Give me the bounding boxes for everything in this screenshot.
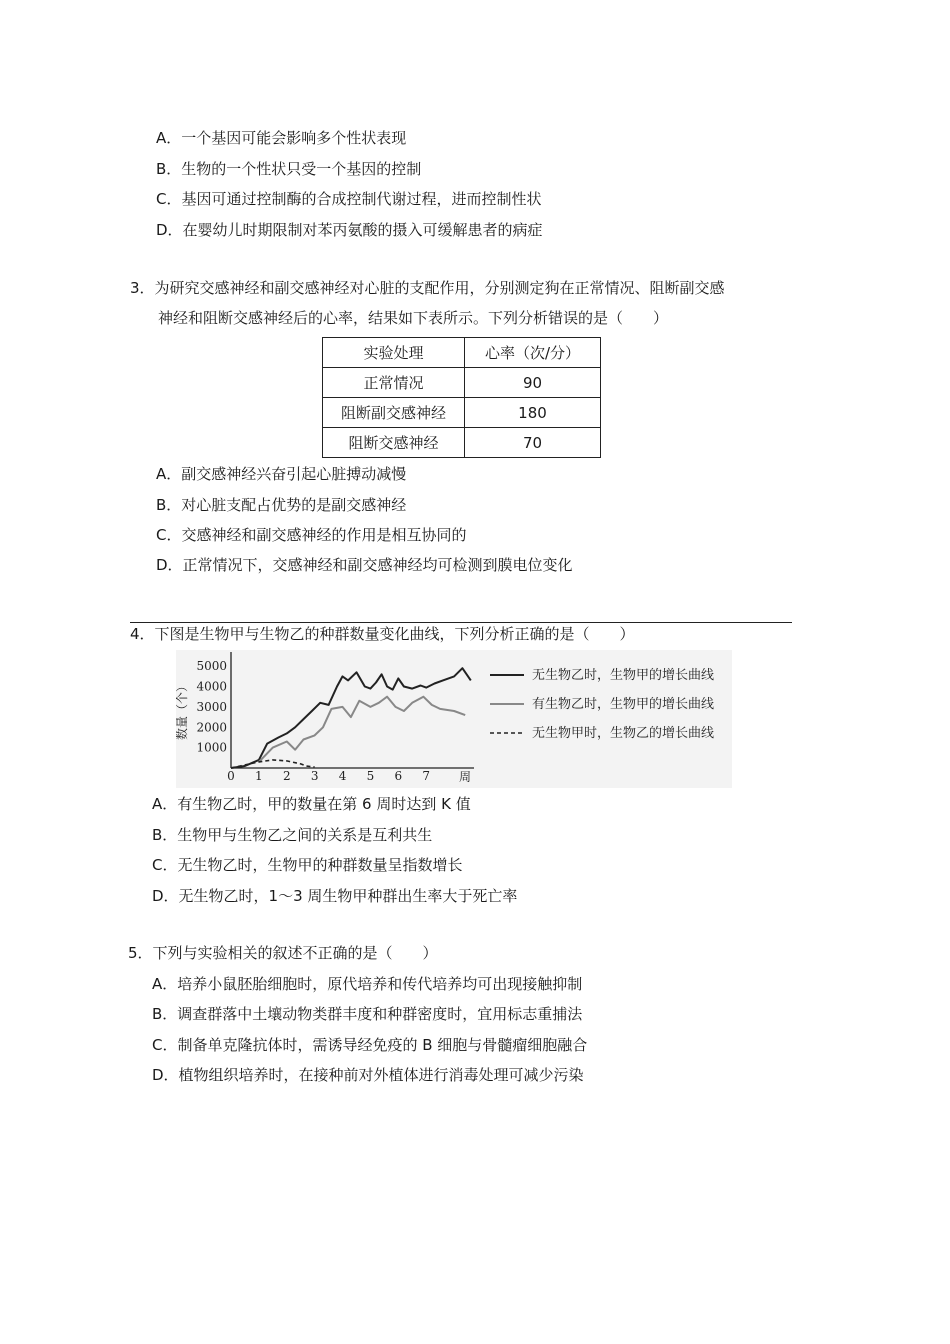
x-axis-label: 周 <box>459 770 472 784</box>
table-header-cell: 实验处理 <box>323 338 465 368</box>
table-cell: 阻断交感神经 <box>323 428 465 458</box>
q4-option-d: D．无生物乙时，1～3 周生物甲种群出生率大于死亡率 <box>152 887 518 905</box>
q3-stem-line2: 神经和阻断交感神经后的心率，结果如下表所示。下列分析错误的是（ ） <box>158 309 669 327</box>
legend-label: 无生物乙时，生物甲的增长曲线 <box>532 668 715 683</box>
q4-option-b: B．生物甲与生物乙之间的关系是互利共生 <box>152 826 433 844</box>
y-tick-label: 2000 <box>196 720 227 735</box>
table-cell: 90 <box>465 368 601 398</box>
y-tick-label: 5000 <box>196 659 227 674</box>
series-line <box>259 697 465 762</box>
table-header-cell: 心率（次/分） <box>465 338 601 368</box>
y-tick-label: 3000 <box>196 699 227 714</box>
table-cell: 70 <box>465 428 601 458</box>
x-tick-label: 1 <box>255 769 263 783</box>
q3-option-d: D．正常情况下，交感神经和副交感神经均可检测到膜电位变化 <box>156 556 573 574</box>
table-cell: 正常情况 <box>323 368 465 398</box>
q5-option-d: D．植物组织培养时，在接种前对外植体进行消毒处理可减少污染 <box>152 1066 584 1084</box>
q4-option-c: C．无生物乙时，生物甲的种群数量呈指数增长 <box>152 856 463 874</box>
q3-stem-line1: 3．为研究交感神经和副交感神经对心脏的支配作用，分别测定狗在正常情况、阻断副交感 <box>130 279 725 297</box>
q3-option-a: A．副交感神经兴奋引起心脏搏动减慢 <box>156 465 407 483</box>
q2-option-c: C．基因可通过控制酶的合成控制代谢过程，进而控制性状 <box>156 190 542 208</box>
table-cell: 阻断副交感神经 <box>323 398 465 428</box>
y-tick-label: 1000 <box>196 740 227 755</box>
x-tick-label: 0 <box>227 769 235 783</box>
x-tick-label: 5 <box>366 769 375 783</box>
legend-label: 无生物甲时，生物乙的增长曲线 <box>532 726 715 741</box>
x-tick-label: 4 <box>338 769 347 783</box>
table-row <box>323 428 601 458</box>
q4-option-a: A．有生物乙时，甲的数量在第 6 周时达到 K 值 <box>152 795 471 813</box>
q5-option-a: A．培养小鼠胚胎细胞时，原代培养和传代培养均可出现接触抑制 <box>152 975 583 993</box>
divider-line <box>130 622 792 623</box>
x-tick-label: 3 <box>310 769 319 783</box>
q3-option-c: C．交感神经和副交感神经的作用是相互协同的 <box>156 526 467 544</box>
x-tick-label: 7 <box>422 769 430 783</box>
table-row <box>323 398 601 428</box>
table-row <box>323 368 601 398</box>
q2-option-a: A．一个基因可能会影响多个性状表现 <box>156 129 407 147</box>
table-cell: 180 <box>465 398 601 428</box>
q2-option-b: B．生物的一个性状只受一个基因的控制 <box>156 160 422 178</box>
q5-option-c: C．制备单克隆抗体时，需诱导经免疫的 B 细胞与骨髓瘤细胞融合 <box>152 1036 588 1054</box>
population-chart <box>176 650 732 788</box>
q5-stem: 5．下列与实验相关的叙述不正确的是（ ） <box>128 944 438 962</box>
y-tick-label: 4000 <box>196 679 227 694</box>
q2-option-d: D．在婴幼儿时期限制对苯丙氨酸的摄入可缓解患者的病症 <box>156 221 543 239</box>
y-axis-label: 数量（个） <box>176 679 189 740</box>
q5-option-b: B．调查群落中土壤动物类群丰度和种群密度时，宜用标志重捕法 <box>152 1005 583 1023</box>
legend-label: 有生物乙时，生物甲的增长曲线 <box>532 697 715 712</box>
population-chart-svg <box>176 650 732 788</box>
table-header-row <box>323 338 601 368</box>
x-tick-label: 6 <box>394 769 403 783</box>
q3-option-b: B．对心脏支配占优势的是副交感神经 <box>156 496 407 514</box>
x-tick-label: 2 <box>282 769 291 783</box>
q4-stem: 4．下图是生物甲与生物乙的种群数量变化曲线，下列分析正确的是（ ） <box>130 625 635 643</box>
heart-rate-table <box>322 337 601 458</box>
